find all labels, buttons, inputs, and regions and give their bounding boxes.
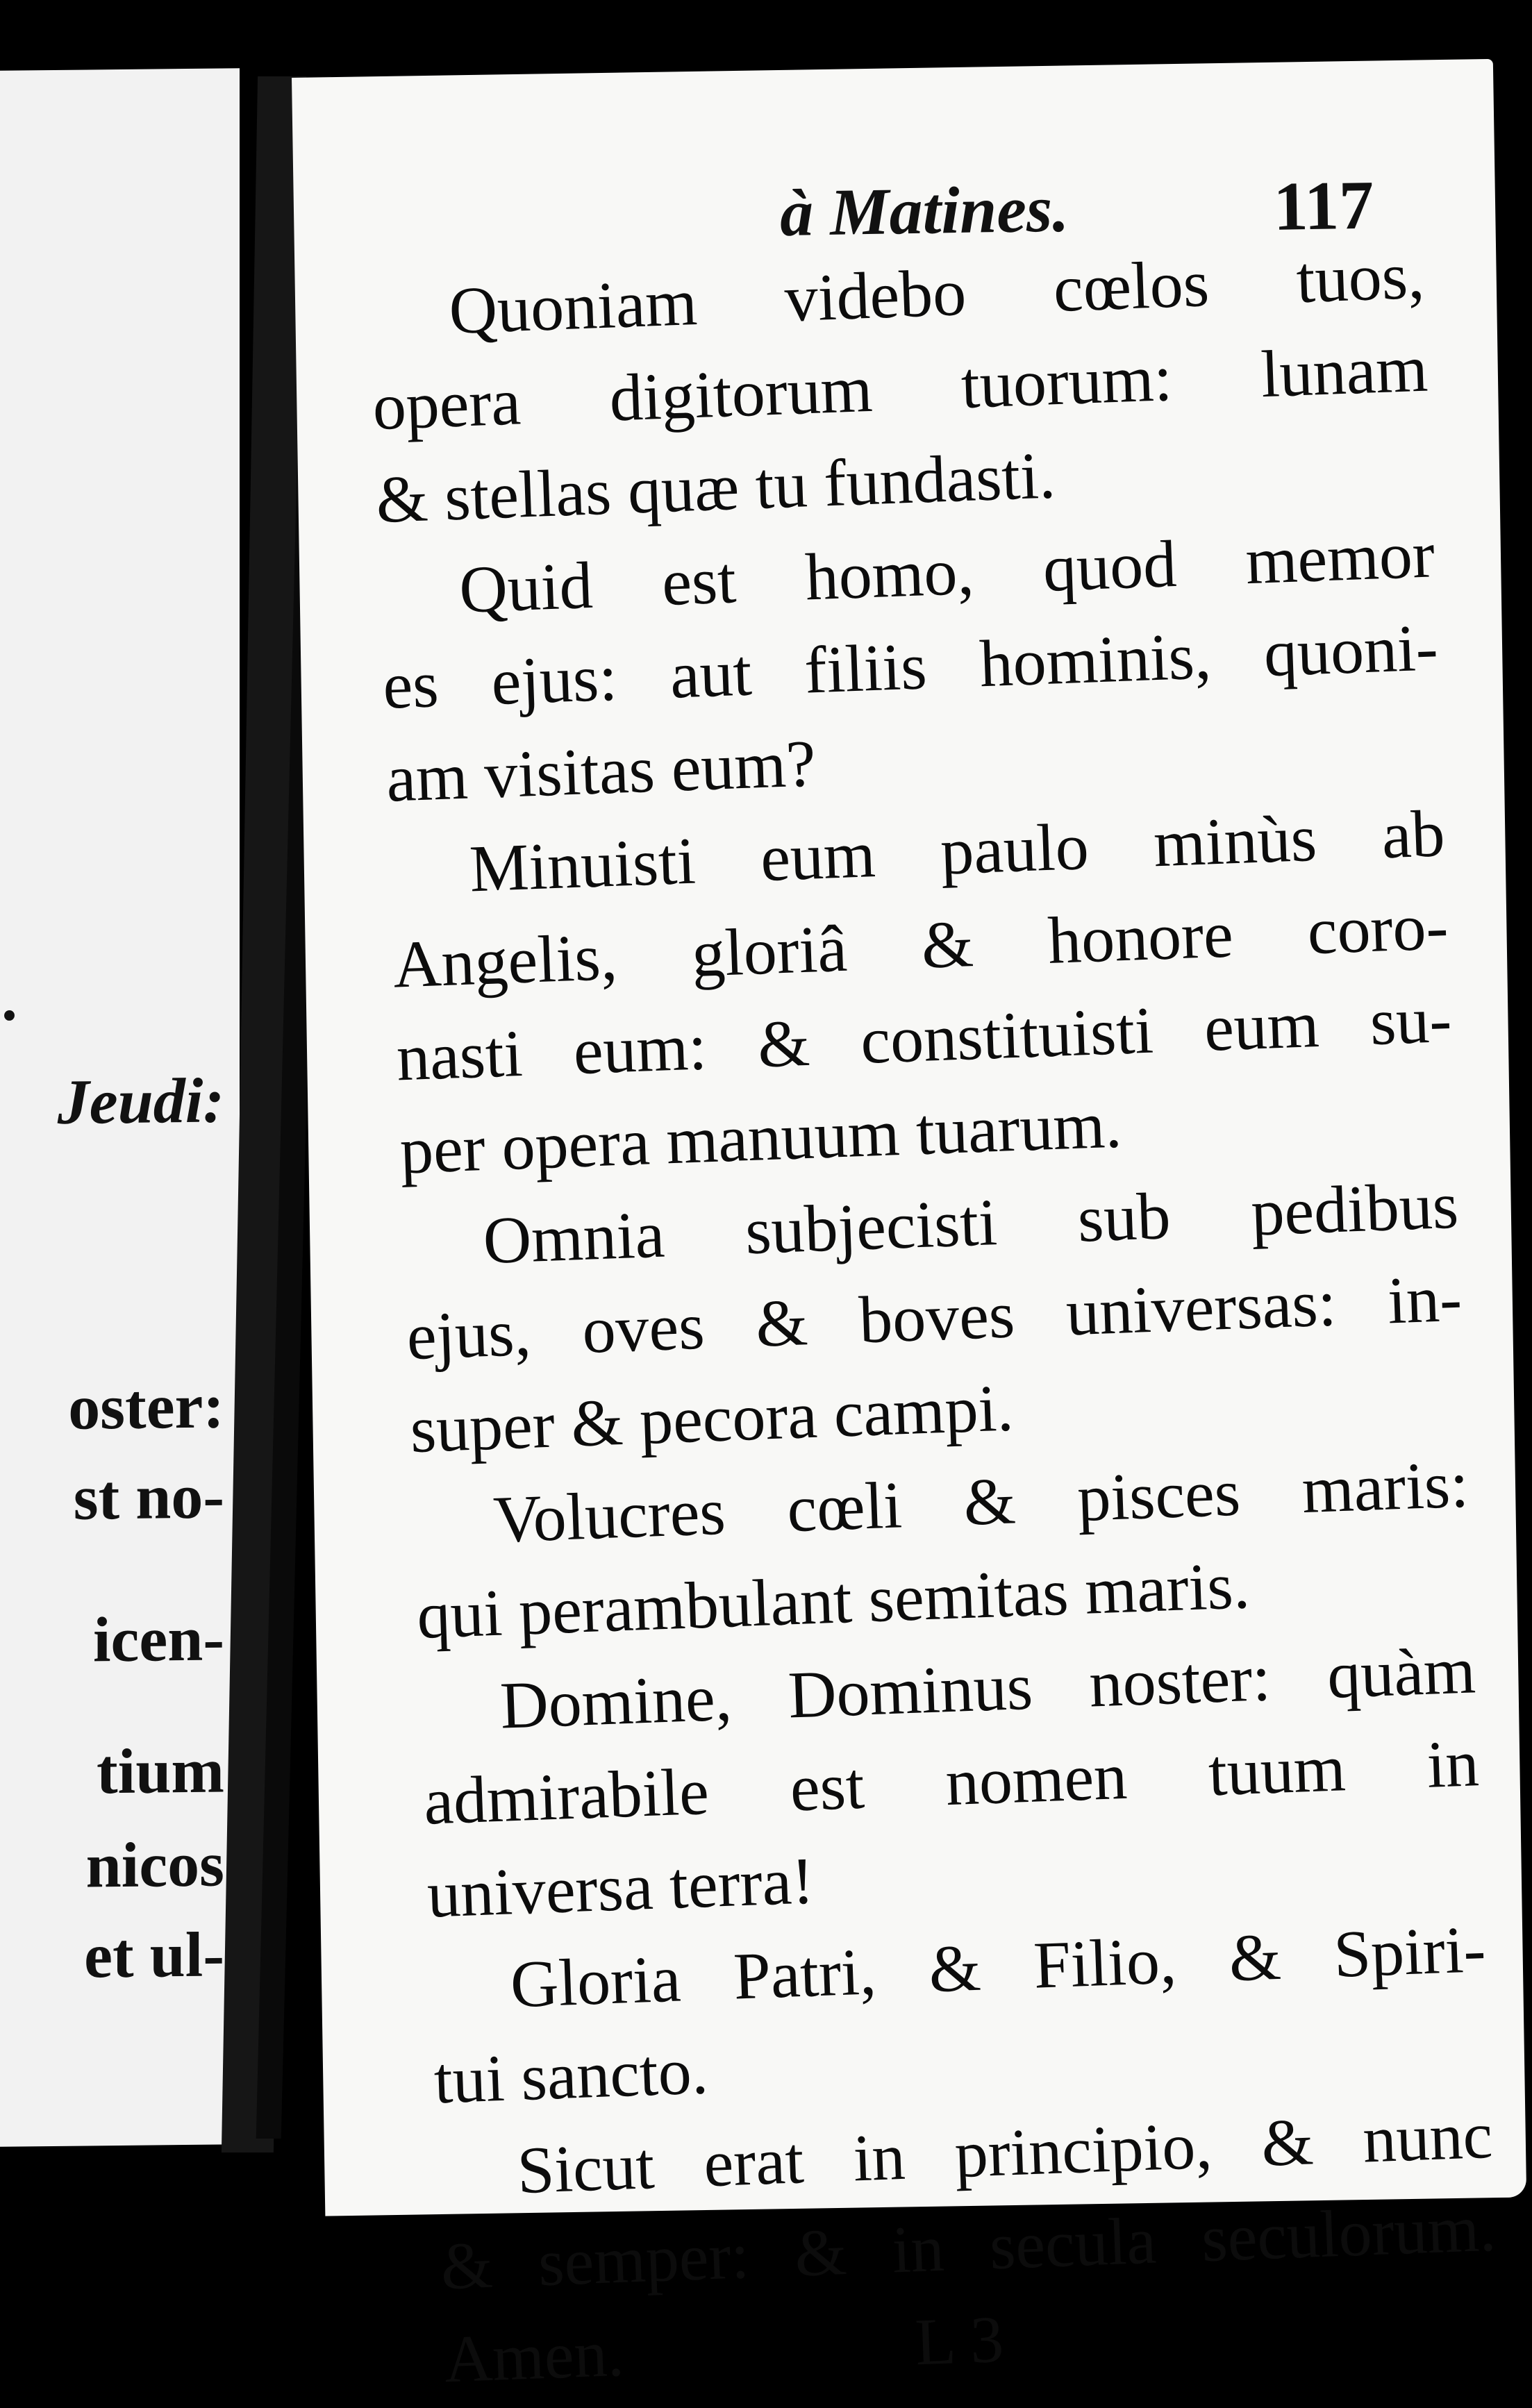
text-line: & stellas quæ tu fundasti.	[374, 437, 1057, 537]
left-page-fragment: oster:	[68, 1370, 224, 1443]
running-title: à Matines.	[779, 171, 1069, 250]
verse-paragraph	[419, 1623, 1484, 1941]
left-page-fragment: .	[1, 962, 17, 1034]
verse-paragraph	[388, 787, 1457, 1197]
text-line: Volucres cœli & pisces maris:	[492, 1446, 1470, 1557]
text-line: ejus, oves & boves universas: in-	[405, 1260, 1463, 1374]
left-page-fragment: nicos	[85, 1828, 224, 1901]
text-line: es ejus: aut filiis hominis, quoni-	[381, 610, 1440, 723]
verse-paragraph	[429, 1903, 1491, 2127]
left-page-fragment: st no-	[73, 1460, 224, 1533]
text-line: & semper: & in secula seculorum.	[439, 2190, 1497, 2304]
page-number: 117	[1272, 166, 1374, 245]
text-line: Quid est homo, quod memor	[458, 517, 1436, 627]
text-line: am visitas eum?	[385, 726, 817, 816]
text-line: opera digitorum tuorum: lunam	[371, 331, 1429, 444]
left-page-fragment: Jeudi:	[57, 1064, 224, 1137]
left-page-fragment: tium	[97, 1734, 224, 1807]
left-page-fragment: et ul-	[84, 1918, 224, 1991]
text-line: Amen.	[442, 2315, 626, 2397]
text-line: nasti eum: & constituisti eum su-	[395, 981, 1453, 1095]
signature-mark: L 3	[913, 2301, 1005, 2380]
text-line: Gloria Patri, & Filio, & Spiri-	[509, 1911, 1488, 2022]
right-page	[292, 59, 1526, 2397]
left-page	[0, 68, 240, 2147]
text-line: universa terra!	[426, 1843, 815, 1932]
verse-paragraph	[367, 229, 1433, 546]
psalm-text	[367, 229, 1501, 2407]
verse-paragraph	[436, 2089, 1501, 2406]
text-line: per opera manuum tuarum.	[398, 1087, 1123, 1188]
text-line: Omnia subjecisti sub pedibus	[481, 1167, 1460, 1278]
left-page-fragment: icen-	[92, 1603, 224, 1675]
text-line: Quoniam videbo cœlos tuos,	[447, 237, 1426, 349]
text-line: qui perambulant semitas maris.	[415, 1548, 1251, 1653]
text-line: tui sanсto.	[433, 2033, 710, 2118]
text-line: admirabile est nomen tuum in	[422, 1725, 1481, 1839]
text-line: Sicut erat in principio, & nunc	[515, 2097, 1494, 2208]
text-line: Minuisti eum paulo minùs ab	[468, 796, 1447, 906]
text-line: Angelis, gloriâ & honore coro-	[392, 888, 1450, 1002]
text-line: super & pecora campi.	[408, 1370, 1015, 1467]
verse-paragraph	[412, 1437, 1474, 1662]
verse-paragraph	[401, 1159, 1467, 1476]
verse-paragraph	[378, 508, 1443, 825]
text-line: Domine, Dominus noster: quàm	[499, 1632, 1477, 1743]
